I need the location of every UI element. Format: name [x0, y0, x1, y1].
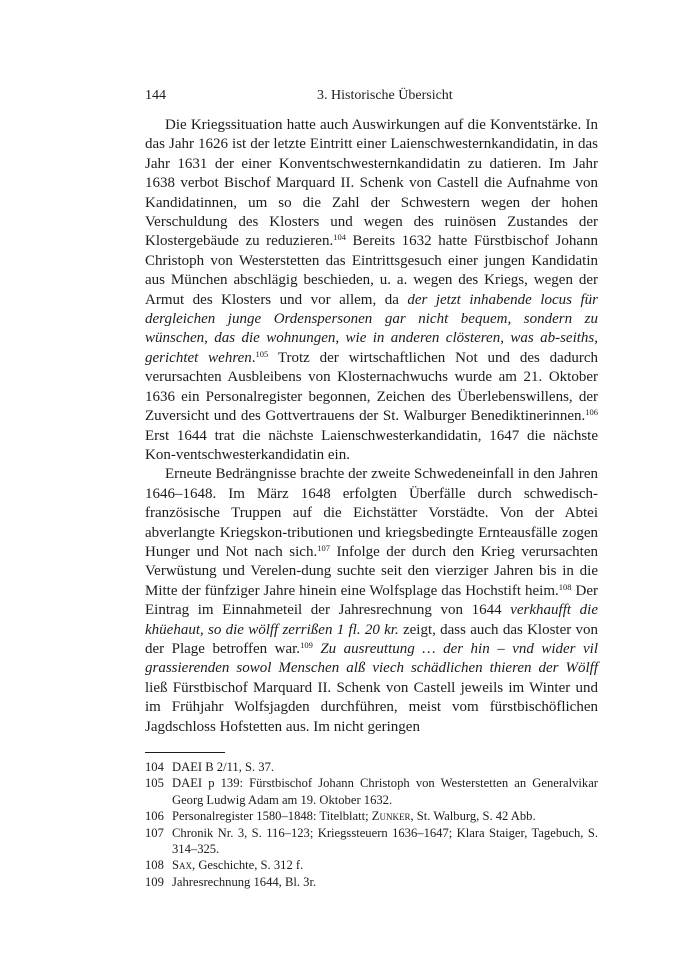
paragraph-2-text: Infolge der durch den Krieg verursachten Verwüstung und Verelen-dung suchte seit den vierziger Jahren bis in die Mitte der fünfziger Jahre hinein eine Wolfsplage das Hochstift heim. — [145, 543, 598, 599]
footnote-ref-108: 108 — [558, 581, 572, 592]
paragraph-1-text: Bereits 1632 hatte Fürstbischof Johann Christoph von Westerstetten das Eintrittsgesuch einer jungen Kandidatin aus München abschlägig beschieden, u. a. wegen des Kriegs, wegen der Armut des Klosters und vor allem, da — [145, 233, 598, 308]
footnote-text: , St. Walburg, S. 42 Abb. — [410, 809, 536, 824]
footnote-108 — [145, 857, 598, 873]
quotation: Zu ausreuttung … der hin – vnd wider vil grassierenden sowol Menschen alß viech schädlichen thieren der Wölff — [145, 640, 599, 677]
footnotes — [145, 759, 598, 890]
quotation: der jetzt inhabende locus für dergleichen junge Ordenspersonen gar nicht bequem, sondern zu wünschen, das die wohnungen, wie in anderen clösteren, was ab-seiths, gerichtet wehren — [145, 291, 598, 366]
footnote-ref-104: 104 — [333, 232, 346, 243]
footnote-ref-106: 106 — [585, 407, 598, 418]
footnote-number: 107 — [145, 825, 164, 840]
footnote-number: 106 — [145, 809, 164, 824]
footnote-ref-109: 109 — [300, 639, 313, 650]
paragraph-2-text: zeigt, dass auch das Kloster von der Plage betroffen war. — [145, 621, 598, 657]
footnote-text: , Geschichte, S. 312 f. — [192, 858, 304, 873]
footnote-109 — [145, 874, 598, 890]
running-header — [145, 88, 598, 110]
footnote-106 — [145, 808, 598, 824]
footnote-number: 105 — [145, 776, 164, 791]
paragraph-1-text: Erst 1644 trat die nächste Laienschwesterkandidatin, 1647 die nächste Kon-ventschwesterkandidatin ein. — [145, 427, 598, 463]
footnote-text: DAEI B 2/11, S. 37. — [172, 760, 275, 774]
footnote-ref-105: 105 — [255, 348, 269, 359]
footnote-number: 109 — [145, 874, 164, 889]
page-number: 144 — [145, 88, 166, 103]
footnote-ref-107: 107 — [317, 542, 330, 553]
paragraph-1-text: . — [251, 349, 256, 366]
author-name: Sax — [172, 858, 193, 873]
author-name: Zunker — [371, 809, 411, 824]
book-page — [145, 88, 598, 890]
paragraph-1-text: Die Kriegssituation hatte auch Auswirkungen auf die Konventstärke. In das Jahr 1626 ist der letzte Eintritt einer Laienschwesternkandidatin, in das Jahr 1631 der einer Konventschwesternkandidatin zu datieren. Im Jahr 1638 verbot Bischof Marquard II. Schenk von Castell die Aufnahme von Kandidatinnen, um so die Zahl der Schwestern wegen der hohen Verschuldung des Klosters und wegen des ruinösen Zustandes der Klostergebäude zu reduzieren. — [145, 117, 598, 250]
paragraph-1 — [145, 116, 598, 465]
footnote-107 — [145, 825, 598, 858]
paragraph-2-text: Der Eintrag im Einnahmeteil der Jahresrechnung von 1644 — [145, 582, 598, 619]
footnote-105 — [145, 775, 598, 808]
body-text — [145, 116, 598, 737]
quotation: verkhaufft die khüehaut, so die wölff zerrißen 1 fl. 20 kr. — [145, 602, 598, 638]
footnote-number: 108 — [145, 858, 164, 873]
footnote-text: Chronik Nr. 3, S. 116–123; Kriegssteuern 1636–1647; Klara Staiger, Tagebuch, S. 314–325. — [172, 825, 598, 857]
footnote-text: Jahresrechnung 1644, Bl. 3r. — [172, 874, 317, 889]
paragraph-2-text: ließ Fürstbischof Marquard II. Schenk von Castell jeweils im Winter und im Frühjahr Wolfsjagden durchführen, meist vom fürstbischöflichen Jagdschloss Hofstetten aus. Im nicht geringen — [145, 679, 598, 735]
footnote-separator — [145, 752, 225, 753]
footnote-number: 104 — [145, 760, 164, 774]
section-title: 3. Historische Übersicht — [317, 88, 453, 103]
paragraph-2-text: Erneute Bedrängnisse brachte der zweite Schwedeneinfall in den Jahren 1646–1648. Im März 1648 erfolgten Überfälle durch schwedisch-französische Truppen auf die Eichstätter Vorstädte. Von der Abtei abverlangte Kriegskon-tributionen und kriegsbedingte Ernteausfälle zogen Hunger und Not nach sich. — [145, 466, 598, 560]
footnote-text: DAEI p 139: Fürstbischof Johann Christoph von Westerstetten an Generalvikar Georg Ludwig Adam am 19. Oktober 1632. — [172, 776, 598, 807]
footnote-104 — [145, 759, 598, 775]
paragraph-2 — [145, 465, 598, 737]
paragraph-1-text: Trotz der wirtschaftlichen Not und des dadurch verursachten Ausbleibens von Klosternachwuchs wurde am 21. Oktober 1636 ein Personalregister begonnen, Zeichen des Überlebenswillens, der Zuversicht und des Gottvertrauens der St. Walburger Benediktinerinnen. — [145, 349, 598, 425]
footnote-text: Personalregister 1580–1848: Titelblatt; — [172, 809, 372, 824]
